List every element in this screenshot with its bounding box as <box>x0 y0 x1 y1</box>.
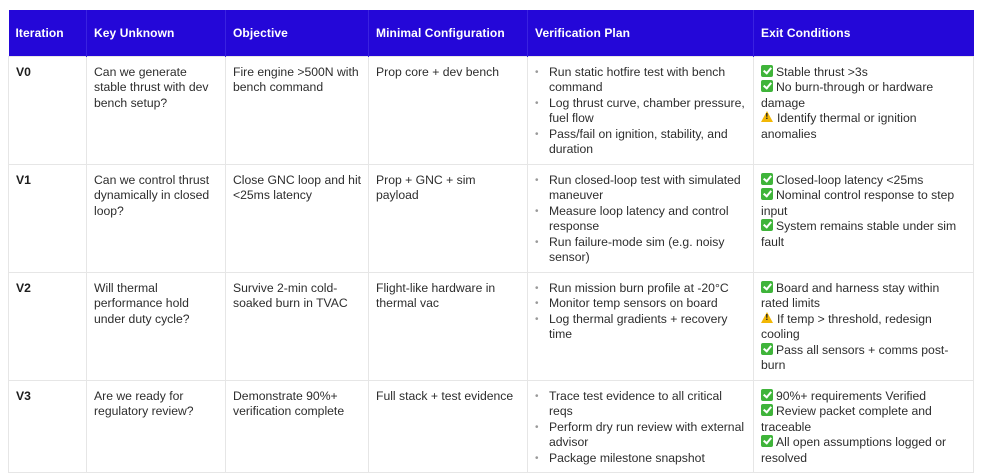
warning-icon <box>761 312 773 323</box>
list-item: • Trace test evidence to all critical reqs <box>535 388 722 418</box>
key-unknown-cell: Can we generate stable thrust with dev bench setup? <box>87 56 226 164</box>
list-item: • Run static hotfire test with bench command <box>535 64 726 94</box>
table-row <box>9 56 974 164</box>
bullet-icon: • <box>535 97 539 109</box>
exit-condition: All open assumptions logged or resolved <box>761 435 947 465</box>
bullet-icon: • <box>535 174 539 186</box>
check-icon <box>761 435 773 447</box>
header-iteration: Iteration <box>9 10 87 56</box>
exit-conditions-cell <box>754 380 974 473</box>
exit-condition: No burn-through or hardware damage <box>761 80 934 110</box>
exit-condition: Board and harness stay within rated limits <box>761 280 940 310</box>
verification-plan-list <box>535 173 747 266</box>
iteration-cell: V2 <box>9 272 87 380</box>
list-item: • Log thermal gradients + recovery time <box>535 311 728 341</box>
check-icon <box>761 219 773 231</box>
exit-condition: 90%+ requirements Verified <box>761 389 967 405</box>
bullet-icon: • <box>535 236 539 248</box>
verification-plan-cell <box>528 56 754 164</box>
exit-condition: Nominal control response to step input <box>761 188 955 218</box>
header-row <box>9 10 974 56</box>
check-icon <box>761 281 773 293</box>
exit-condition: !If temp > threshold, redesign cooling <box>761 312 967 343</box>
list-item: • Run failure-mode sim (e.g. noisy sensor) <box>535 234 725 264</box>
table-row <box>9 380 974 473</box>
check-icon <box>761 188 773 200</box>
bullet-icon: • <box>535 66 539 78</box>
configuration-cell: Full stack + test evidence <box>369 380 528 473</box>
exit-condition: Closed-loop latency <25ms <box>761 173 967 189</box>
verification-plan-cell <box>528 272 754 380</box>
iteration-cell: V3 <box>9 380 87 473</box>
iteration-cell: V1 <box>9 164 87 272</box>
check-icon <box>761 65 773 77</box>
bullet-icon: • <box>535 452 539 464</box>
check-icon <box>761 173 773 185</box>
exit-condition: System remains stable under sim fault <box>761 219 957 249</box>
objective-cell: Demonstrate 90%+ verification complete <box>226 380 369 473</box>
bullet-icon: • <box>535 313 539 325</box>
exit-condition: Pass all sensors + comms post-burn <box>761 342 949 372</box>
verification-plan-cell <box>528 164 754 272</box>
list-item: • Run closed-loop test with simulated maneuver <box>535 172 741 202</box>
check-icon <box>761 389 773 401</box>
objective-cell: Survive 2-min cold-soaked burn in TVAC <box>226 272 369 380</box>
exit-conditions-cell <box>754 164 974 272</box>
verification-plan-list <box>535 389 747 467</box>
bullet-icon: • <box>535 128 539 140</box>
header-verification-plan: Verification Plan <box>528 10 754 56</box>
bullet-icon: • <box>535 421 539 433</box>
header-key-unknown: Key Unknown <box>87 10 226 56</box>
key-unknown-cell: Can we control thrust dynamically in closed loop? <box>87 164 226 272</box>
exit-conditions-cell <box>754 272 974 380</box>
key-unknown-cell: Will thermal performance hold under duty cycle? <box>87 272 226 380</box>
check-icon <box>761 404 773 416</box>
objective-cell: Close GNC loop and hit <25ms latency <box>226 164 369 272</box>
header-objective: Objective <box>226 10 369 56</box>
bullet-icon: • <box>535 298 539 309</box>
list-item: • Pass/fail on ignition, stability, and duration <box>535 126 728 156</box>
bullet-icon: • <box>535 205 539 217</box>
list-item: • Package milestone snapshot <box>535 450 705 465</box>
bullet-icon: • <box>535 390 539 402</box>
key-unknown-cell: Are we ready for regulatory review? <box>87 380 226 473</box>
table-row <box>9 272 974 380</box>
objective-cell: Fire engine >500N with bench command <box>226 56 369 164</box>
configuration-cell: Prop + GNC + sim payload <box>369 164 528 272</box>
configuration-cell: Flight-like hardware in thermal vac <box>369 272 528 380</box>
header-minimal-configuration: Minimal Configuration <box>369 10 528 56</box>
exit-condition: Review packet complete and traceable <box>761 404 932 434</box>
exit-conditions-cell <box>754 56 974 164</box>
verification-plan-cell <box>528 380 754 473</box>
list-item: • Measure loop latency and control response <box>535 203 729 233</box>
check-icon <box>761 80 773 92</box>
table-row <box>9 164 974 272</box>
list-item: • Perform dry run review with external advisor <box>535 419 745 449</box>
verification-plan-list <box>535 65 747 158</box>
iteration-plan-table <box>8 10 974 473</box>
list-item: • Log thrust curve, chamber pressure, fuel flow <box>535 95 745 125</box>
configuration-cell: Prop core + dev bench <box>369 56 528 164</box>
list-item: • Run mission burn profile at -20°C <box>535 280 729 295</box>
verification-plan-list <box>535 281 747 343</box>
header-exit-conditions: Exit Conditions <box>754 10 974 56</box>
iteration-cell: V0 <box>9 56 87 164</box>
bullet-icon: • <box>535 282 539 294</box>
exit-condition: Stable thrust >3s <box>761 65 967 81</box>
check-icon <box>761 343 773 355</box>
warning-icon <box>761 111 773 122</box>
list-item: • Monitor temp sensors on board <box>535 296 718 310</box>
exit-condition: !Identify thermal or ignition anomalies <box>761 111 967 142</box>
